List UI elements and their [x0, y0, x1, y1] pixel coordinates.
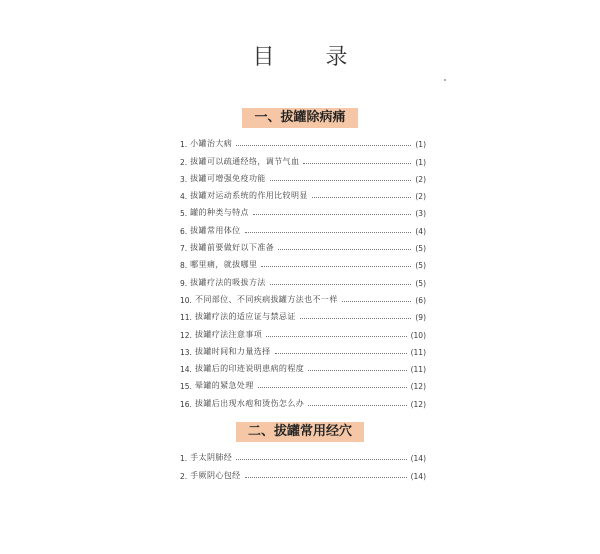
- toc-leader-dots: [303, 163, 411, 164]
- toc-leader-dots: [245, 232, 412, 233]
- toc-entry-title: 拔罐疗法注意事项: [194, 329, 263, 339]
- toc-entry-page: (5): [415, 244, 426, 254]
- toc-entry-title: 拔罐疗法的适应证与禁忌证: [194, 312, 296, 322]
- toc-entry-title: 拔罐可以疏通经络，调节气血: [190, 156, 300, 166]
- toc-entry[interactable]: [180, 218, 426, 235]
- toc-entry-title: 拔罐后出现水疱和烫伤怎么办: [194, 398, 305, 408]
- toc-entry-number: 15.: [180, 382, 192, 392]
- toc-entry-title: 拔罐可增强免疫功能: [190, 173, 266, 183]
- toc-entry[interactable]: [180, 357, 426, 374]
- toc-entry-page: (5): [415, 278, 426, 288]
- section-heading-label: 一、拔罐除病痛: [242, 108, 357, 128]
- toc-entry[interactable]: [180, 253, 426, 270]
- toc-entry-title: 拔罐后的印迹说明患病的程度: [194, 364, 305, 374]
- toc-entry-number: 9.: [180, 278, 188, 288]
- toc-leader-dots: [245, 477, 407, 478]
- toc-entry[interactable]: [180, 201, 426, 218]
- scan-speck: [444, 79, 446, 81]
- toc-entry-title: 拔罐疗法的吸拔方法: [190, 277, 266, 287]
- toc-entry-number: 5.: [180, 209, 188, 219]
- toc-leader-dots: [278, 249, 411, 250]
- toc-entry-title: 小罐治大病: [190, 139, 233, 149]
- toc-leader-dots: [300, 318, 412, 319]
- toc-leader-dots: [236, 145, 411, 146]
- toc-entry-title: 手太阴肺经: [190, 453, 233, 463]
- toc-leader-dots: [275, 353, 407, 354]
- toc-entry-page: (14): [410, 454, 426, 464]
- toc-entry[interactable]: [180, 236, 426, 253]
- toc-entry-number: 16.: [180, 399, 192, 409]
- page-title: 目 录: [252, 45, 370, 70]
- toc-list-section-1: [180, 132, 426, 409]
- toc-leader-dots: [342, 301, 412, 302]
- section-heading-2: [0, 420, 600, 442]
- toc-entry-page: (12): [410, 382, 426, 392]
- toc-entry-number: 6.: [180, 226, 188, 236]
- toc-entry-page: (4): [415, 226, 426, 236]
- toc-leader-dots: [261, 266, 411, 267]
- toc-entry-title: 拔罐常用体位: [190, 225, 241, 235]
- toc-entry[interactable]: [180, 288, 426, 305]
- toc-entry-page: (11): [410, 347, 426, 357]
- toc-leader-dots: [236, 459, 406, 460]
- toc-entry-page: (2): [415, 174, 426, 184]
- toc-entry-title: 不同部位、不同疾病拔罐方法也不一样: [194, 294, 338, 304]
- toc-entry[interactable]: [180, 322, 426, 339]
- toc-entry-number: 3.: [180, 174, 188, 184]
- toc-leader-dots: [270, 180, 412, 181]
- toc-leader-dots: [308, 405, 406, 406]
- toc-entry-page: (11): [410, 365, 426, 375]
- toc-entry-title: 拔罐前要做好以下准备: [190, 243, 275, 253]
- toc-entry-number: 4.: [180, 192, 188, 202]
- toc-entry-page: (2): [415, 192, 426, 202]
- toc-entry-page: (14): [410, 471, 426, 481]
- toc-entry[interactable]: [180, 340, 426, 357]
- toc-leader-dots: [253, 214, 411, 215]
- toc-entry-page: (1): [415, 157, 426, 167]
- toc-entry[interactable]: [180, 149, 426, 166]
- toc-entry-page: (9): [415, 313, 426, 323]
- toc-leader-dots: [258, 387, 407, 388]
- section-heading-1: [0, 106, 600, 128]
- toc-leader-dots: [308, 370, 406, 371]
- toc-list-section-2: [180, 446, 426, 481]
- toc-entry-number: 7.: [180, 244, 188, 254]
- toc-entry-page: (10): [410, 330, 426, 340]
- toc-entry-page: (6): [415, 295, 426, 305]
- toc-entry-number: 10.: [180, 295, 192, 305]
- toc-entry[interactable]: [180, 184, 426, 201]
- toc-entry-number: 13.: [180, 347, 192, 357]
- toc-entry[interactable]: [180, 132, 426, 149]
- toc-entry[interactable]: [180, 305, 426, 322]
- toc-entry-number: 1.: [180, 454, 188, 464]
- toc-leader-dots: [270, 284, 412, 285]
- toc-entry-title: 手厥阴心包经: [190, 470, 241, 480]
- toc-entry-page: (5): [415, 261, 426, 271]
- toc-entry[interactable]: [180, 270, 426, 287]
- toc-entry[interactable]: [180, 446, 426, 463]
- toc-entry-number: 1.: [180, 140, 188, 150]
- toc-entry-title: 哪里痛，就拔哪里: [190, 260, 258, 270]
- toc-entry-title: 拔罐对运动系统的作用比较明显: [190, 191, 308, 201]
- toc-entry-number: 14.: [180, 365, 192, 375]
- toc-leader-dots: [312, 197, 412, 198]
- toc-entry-number: 12.: [180, 330, 192, 340]
- toc-entry-title: 拔罐时间和力量选择: [194, 346, 271, 356]
- section-heading-label: 二、拔罐常用经穴: [236, 422, 364, 442]
- toc-entry-number: 8.: [180, 261, 188, 271]
- toc-entry[interactable]: [180, 374, 426, 391]
- toc-entry[interactable]: [180, 391, 426, 408]
- toc-entry-title: 晕罐的紧急处理: [194, 381, 254, 391]
- toc-entry-page: (12): [410, 399, 426, 409]
- toc-entry[interactable]: [180, 167, 426, 184]
- toc-entry-number: 2.: [180, 157, 188, 167]
- toc-entry-page: (1): [415, 140, 426, 150]
- toc-entry-number: 11.: [180, 313, 192, 323]
- toc-entry[interactable]: [180, 463, 426, 480]
- toc-entry-page: (3): [415, 209, 426, 219]
- toc-entry-number: 2.: [180, 471, 188, 481]
- toc-entry-title: 罐的种类与特点: [190, 208, 249, 218]
- toc-leader-dots: [266, 336, 406, 337]
